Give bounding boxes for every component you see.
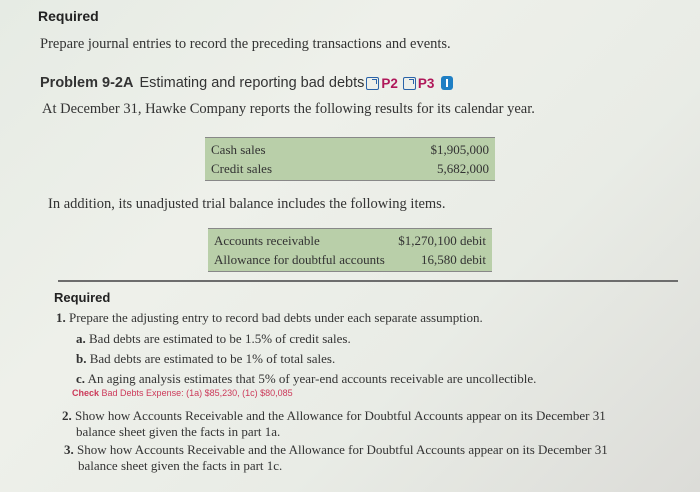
problem-intro: At December 31, Hawke Company reports the following results for its calendar year. <box>42 101 535 117</box>
required-item-1a <box>76 331 351 347</box>
row-label: Accounts receivable <box>214 232 320 248</box>
table-row <box>208 231 492 250</box>
problem-title: Estimating and reporting bad debts <box>139 75 365 91</box>
problem-heading <box>40 75 453 91</box>
row-value: $1,270,100 debit <box>398 232 486 248</box>
instruction-text: Prepare journal entries to record the preceding transactions and events. <box>40 36 451 52</box>
required-item-1c <box>76 371 536 387</box>
external-link-icon[interactable] <box>403 77 416 90</box>
item-number: 2. <box>62 408 72 423</box>
required-item-3 <box>64 442 608 474</box>
item-number: c. <box>76 371 86 386</box>
item-text: Bad debts are estimated to be 1% of total sales. <box>89 351 336 366</box>
item-number: a. <box>76 331 86 346</box>
row-label: Credit sales <box>211 160 273 176</box>
row-label: Cash sales <box>211 141 266 157</box>
check-label: Check <box>72 388 100 398</box>
row-label: Allowance for doubtful accounts <box>214 251 385 267</box>
item-text-cont: balance sheet given the facts in part 1c. <box>78 458 283 473</box>
item-text: Show how Accounts Receivable and the Allowance for Doubtful Accounts appear on its December 31 <box>75 408 606 423</box>
required-item-2 <box>62 408 606 440</box>
sales-table <box>205 137 495 181</box>
section-divider <box>58 280 678 282</box>
item-number: b. <box>76 351 87 366</box>
row-value: 16,580 debit <box>421 251 486 267</box>
item-text: An aging analysis estimates that 5% of year-end accounts receivable are uncollectible. <box>87 371 537 386</box>
external-link-icon[interactable] <box>366 77 379 90</box>
table-row <box>208 250 492 269</box>
check-note <box>72 388 293 398</box>
table-row <box>205 140 495 159</box>
required-item-1b <box>76 351 335 367</box>
problem-number: Problem 9-2A <box>40 75 134 91</box>
tag-p3[interactable]: P3 <box>417 75 435 91</box>
item-number: 3. <box>64 442 74 457</box>
row-value: 5,682,000 <box>437 160 489 176</box>
info-icon[interactable] <box>441 76 453 90</box>
tag-p2[interactable]: P2 <box>381 75 398 91</box>
item-text: Bad debts are estimated to be 1.5% of credit sales. <box>89 331 351 346</box>
item-text: Prepare the adjusting entry to record bad debts under each separate assumption. <box>69 310 483 325</box>
table-row <box>205 159 495 178</box>
required-section-heading: Required <box>54 290 111 305</box>
trial-balance-table <box>208 228 492 272</box>
item-number: 1. <box>56 310 66 325</box>
required-item-1 <box>56 310 483 326</box>
check-text: Bad Debts Expense: (1a) $85,230, (1c) $80,085 <box>101 388 293 398</box>
additional-text: In addition, its unadjusted trial balance includes the following items. <box>48 196 446 212</box>
required-heading: Required <box>38 8 99 24</box>
row-value: $1,905,000 <box>430 141 489 157</box>
item-text: Show how Accounts Receivable and the Allowance for Doubtful Accounts appear on its December 31 <box>77 442 608 457</box>
item-text-cont: balance sheet given the facts in part 1a. <box>76 424 281 439</box>
